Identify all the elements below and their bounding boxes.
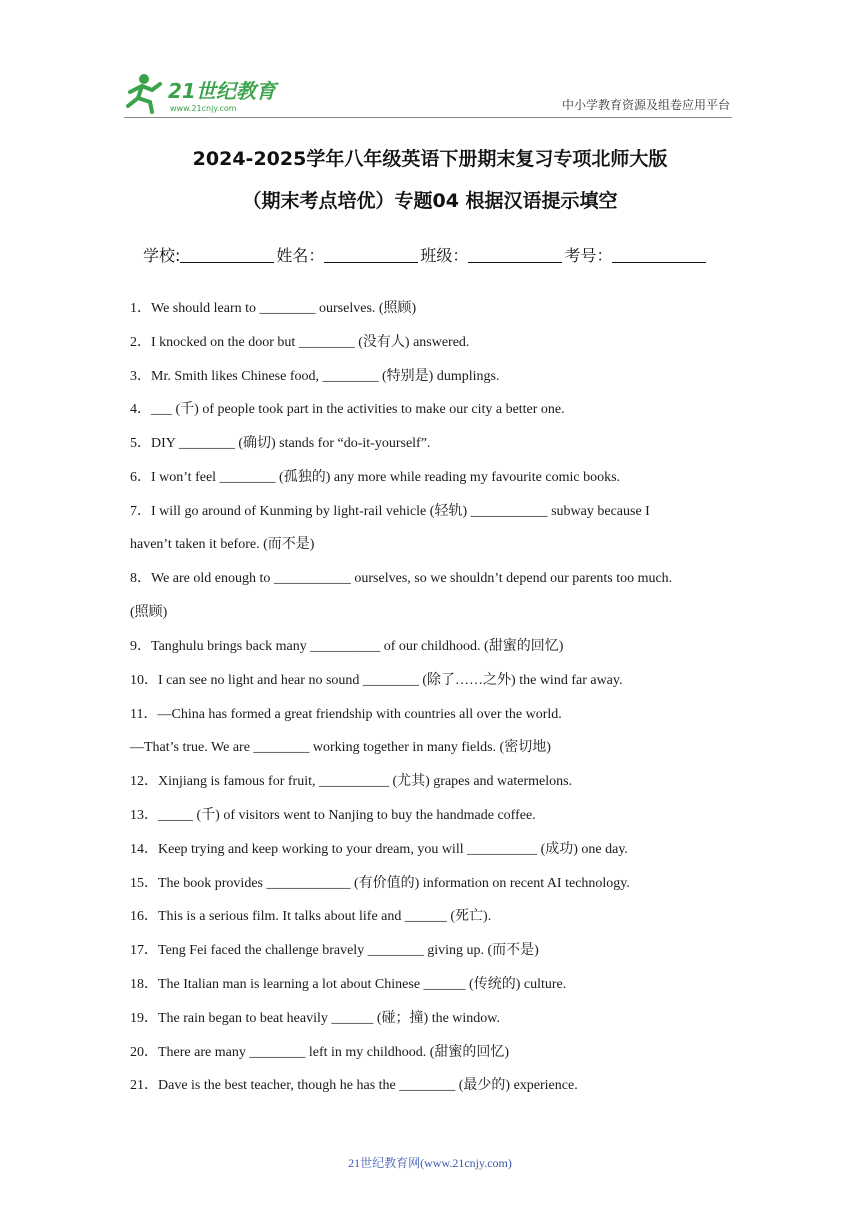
class-blank[interactable] bbox=[468, 248, 562, 263]
question-line: 11．—China has formed a great friendship with countries all over the world. bbox=[130, 707, 562, 722]
question-line: 9．Tanghulu brings back many __________ of our childhood. (甜蜜的回忆) bbox=[130, 639, 564, 654]
student-info-row bbox=[143, 243, 708, 266]
logo-url: www.21cnjy.com bbox=[170, 104, 237, 113]
question-line: 2．I knocked on the door but ________ (没有人) answered. bbox=[130, 335, 470, 350]
question-line: 18．The Italian man is learning a lot about Chinese ______ (传统的) culture. bbox=[130, 977, 567, 992]
question-line: 4．___ (千) of people took part in the activities to make our city a better one. bbox=[130, 402, 565, 417]
question-line: 15．The book provides ____________ (有价值的) information on recent AI technology. bbox=[130, 876, 630, 891]
class-label: 班级： bbox=[420, 246, 469, 265]
exam-no-label: 考号： bbox=[564, 246, 613, 265]
question-line: 21．Dave is the best teacher, though he has the ________ (最少的) experience. bbox=[130, 1078, 578, 1093]
question-line: 1．We should learn to ________ ourselves. (照顾) bbox=[130, 301, 417, 316]
question-line: 5．DIY ________ (确切) stands for “do-it-yourself”. bbox=[130, 436, 431, 451]
question-line: 3．Mr. Smith likes Chinese food, ________ (特别是) dumplings. bbox=[130, 369, 500, 384]
school-label: 学校: bbox=[143, 246, 181, 265]
21cnjy-logo bbox=[122, 70, 292, 116]
question-line: haven’t taken it before. (而不是) bbox=[130, 537, 315, 552]
exam-no-blank[interactable] bbox=[612, 248, 706, 263]
school-blank[interactable] bbox=[180, 248, 274, 263]
logo-text: 21世纪教育 bbox=[168, 79, 276, 103]
name-blank[interactable] bbox=[324, 248, 418, 263]
question-line: 17．Teng Fei faced the challenge bravely ________ giving up. (而不是) bbox=[130, 943, 539, 958]
question-line: (照顾) bbox=[130, 605, 168, 620]
document-subtitle: （期末考点培优）专题04 根据汉语提示填空 bbox=[242, 190, 618, 212]
question-line: 19．The rain began to beat heavily ______ (碰；撞) the window. bbox=[130, 1011, 501, 1026]
question-line: 6．I won’t feel ________ (孤独的) any more while reading my favourite comic books. bbox=[130, 470, 621, 485]
question-line: 8．We are old enough to ___________ ourselves, so we shouldn’t depend our parents too much. bbox=[130, 571, 673, 586]
question-line: 7．I will go around of Kunming by light-rail vehicle (轻轨) ___________ subway because I bbox=[130, 504, 650, 519]
name-label: 姓名： bbox=[276, 246, 325, 265]
page-header bbox=[0, 0, 860, 125]
page-footer[interactable]: 21世纪教育网(www.21cnjy.com) bbox=[348, 1156, 512, 1170]
question-line: 16．This is a serious film. It talks about life and ______ (死亡). bbox=[130, 909, 492, 924]
question-line: 13．_____ (千) of visitors went to Nanjing to buy the handmade coffee. bbox=[130, 808, 536, 823]
document-title: 2024-2025学年八年级英语下册期末复习专项北师大版 bbox=[192, 148, 668, 170]
question-line: 12．Xinjiang is famous for fruit, __________ (尤其) grapes and watermelons. bbox=[130, 774, 573, 789]
header-divider bbox=[124, 117, 732, 118]
question-line: 14．Keep trying and keep working to your dream, you will __________ (成功) one day. bbox=[130, 842, 628, 857]
question-line: —That’s true. We are ________ working together in many fields. (密切地) bbox=[130, 740, 551, 755]
question-line: 20．There are many ________ left in my childhood. (甜蜜的回忆) bbox=[130, 1045, 510, 1060]
question-line: 10．I can see no light and hear no sound ________ (除了……之外) the wind far away. bbox=[130, 673, 623, 688]
platform-label: 中小学教育资源及组卷应用平台 bbox=[561, 98, 730, 112]
